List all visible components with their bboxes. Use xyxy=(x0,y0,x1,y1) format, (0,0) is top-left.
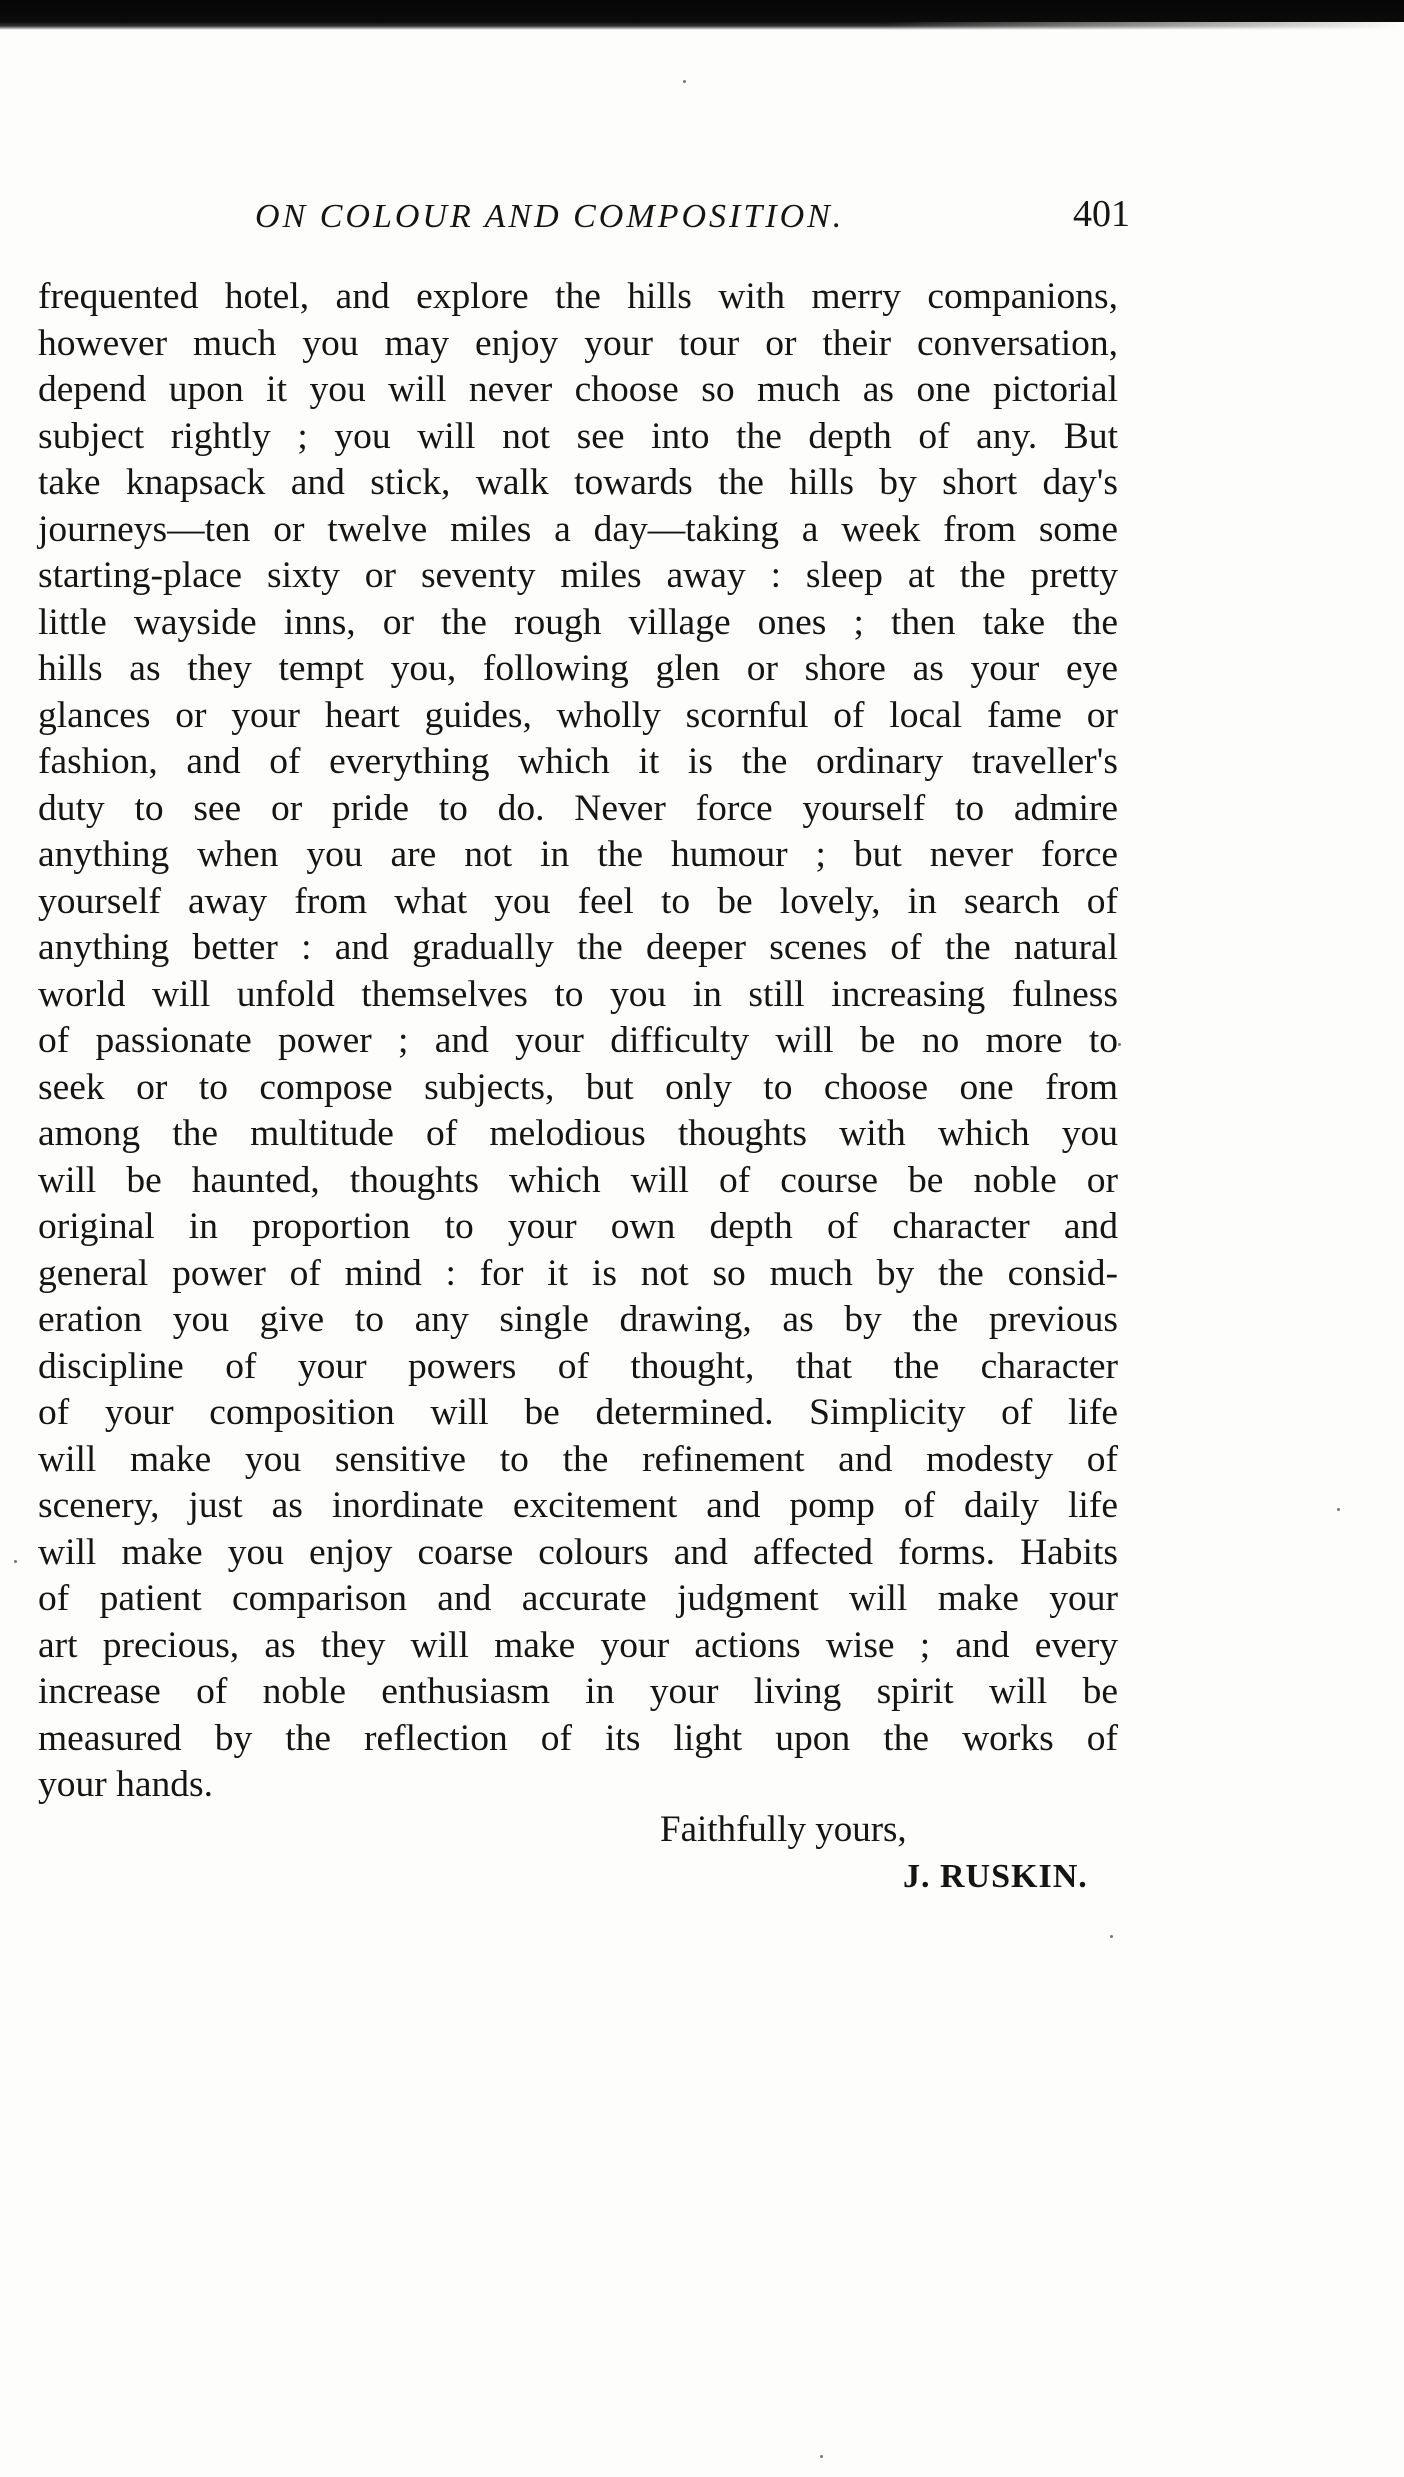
text-line: however much you may enjoy your tour or their conversation, xyxy=(38,322,1118,364)
running-title: ON COLOUR AND COMPOSITION. xyxy=(255,198,845,235)
text-line: take knapsack and stick, walk towards the hills by short day's xyxy=(38,462,1118,503)
scan-speck xyxy=(683,80,686,83)
text-line: journeys—ten or twelve miles a day—taking a week from some xyxy=(38,508,1118,550)
text-line: fashion, and of everything which it is the ordinary traveller's xyxy=(38,741,1118,782)
text-line: discipline of your powers of thought, that the character xyxy=(38,1345,1118,1387)
running-head xyxy=(40,192,1130,252)
text-line: anything better : and gradually the deeper scenes of the natural xyxy=(38,927,1118,968)
text-line: will make you enjoy coarse colours and affected forms. Habits xyxy=(38,1531,1118,1573)
scan-speck xyxy=(820,2455,823,2458)
scan-speck xyxy=(14,1560,17,1563)
scan-speck xyxy=(1337,1508,1340,1511)
text-line: increase of noble enthusiasm in your living spirit will be xyxy=(38,1671,1118,1712)
text-line: duty to see or pride to do. Never force yourself to admire xyxy=(38,787,1118,829)
text-line: little wayside inns, or the rough village ones ; then take the xyxy=(38,601,1118,643)
text-line: will be haunted, thoughts which will of course be noble or xyxy=(38,1159,1118,1201)
body-paragraph xyxy=(38,274,1118,1809)
text-line: original in proportion to your own depth of character and xyxy=(38,1206,1118,1247)
text-line: art precious, as they will make your actions wise ; and every xyxy=(38,1624,1118,1666)
text-line: yourself away from what you feel to be lovely, in search of xyxy=(38,880,1118,922)
text-line: anything when you are not in the humour ; but never force xyxy=(38,834,1118,875)
text-line: measured by the reflection of its light upon the works of xyxy=(38,1717,1118,1759)
text-line: of your composition will be determined. Simplicity of life xyxy=(38,1392,1118,1433)
text-line: of patient comparison and accurate judgment will make your xyxy=(38,1578,1118,1619)
page-number: 401 xyxy=(1073,193,1130,235)
text-line: among the multitude of melodious thoughts with which you xyxy=(38,1113,1118,1154)
text-line: your hands. xyxy=(38,1764,213,1805)
scan-speck xyxy=(1110,1935,1113,1938)
text-line: of passionate power ; and your difficulty will be no more to xyxy=(38,1020,1118,1061)
text-line: world will unfold themselves to you in still increasing fulness xyxy=(38,973,1118,1015)
text-line: seek or to compose subjects, but only to choose one from xyxy=(38,1066,1118,1108)
text-line: scenery, just as inordinate excitement and pomp of daily life xyxy=(38,1485,1118,1526)
text-line: starting-place sixty or seventy miles away : sleep at the pretty xyxy=(38,555,1118,596)
text-line: frequented hotel, and explore the hills with merry companions, xyxy=(38,276,1118,317)
text-line: hills as they tempt you, following glen or shore as your eye xyxy=(38,648,1118,689)
top-scan-edge-fade xyxy=(884,22,1404,30)
scan-speck xyxy=(1118,1043,1121,1046)
text-line: eration you give to any single drawing, as by the previous xyxy=(38,1299,1118,1340)
text-line: will make you sensitive to the refinement and modesty of xyxy=(38,1438,1118,1480)
author-signature: J. RUSKIN. xyxy=(903,1858,1088,1895)
text-line: subject rightly ; you will not see into the depth of any. But xyxy=(38,415,1118,457)
text-line: glances or your heart guides, wholly scornful of local fame or xyxy=(38,694,1118,736)
text-line: general power of mind : for it is not so much by the consid- xyxy=(38,1252,1118,1294)
closing-salutation: Faithfully yours, xyxy=(660,1809,907,1850)
text-line: depend upon it you will never choose so much as one pictorial xyxy=(38,369,1118,410)
